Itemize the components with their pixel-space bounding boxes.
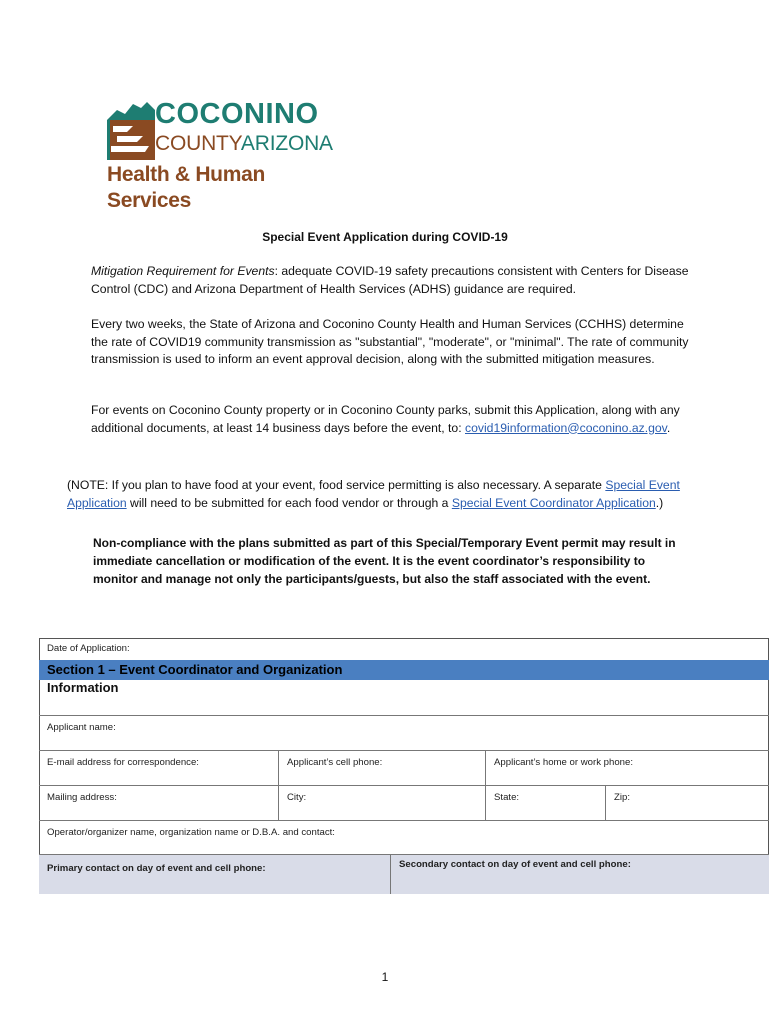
applicant-name-field[interactable]: Applicant name: bbox=[47, 722, 116, 733]
section-1-header: Section 1 – Event Coordinator and Organization bbox=[39, 660, 769, 680]
submission-end: . bbox=[666, 420, 671, 435]
mailing-address-field[interactable]: Mailing address: bbox=[47, 792, 117, 803]
submission-paragraph bbox=[91, 402, 691, 437]
document-title: Special Event Application during COVID-19 bbox=[262, 230, 508, 244]
zip-field[interactable]: Zip: bbox=[605, 786, 769, 820]
address-row bbox=[39, 785, 769, 820]
mitigation-paragraph bbox=[91, 263, 691, 298]
state-field[interactable]: State: bbox=[485, 786, 605, 820]
submission-text: For events on Coconino County property or in Coconino County parks, submit this Application, along with any additional documents, at least 14 business days before the event, to: bbox=[91, 403, 680, 435]
operator-row bbox=[39, 820, 769, 854]
cell-phone-field[interactable]: Applicant’s cell phone: bbox=[278, 751, 485, 785]
non-compliance-warning: Non-compliance with the plans submitted as part of this Special/Temporary Event permit may result in immediate cancellation or modification of the event. It is the event coordinator’s responsibility to monitor and manage not only the participants/guests, but also the staff associated with the event. bbox=[93, 536, 676, 586]
food-note bbox=[67, 477, 737, 512]
special-event-application-link[interactable]: Special Event Application bbox=[67, 478, 680, 510]
coconino-logo bbox=[107, 98, 347, 212]
special-event-coordinator-link[interactable]: Special Event Coordinator Application bbox=[451, 495, 656, 510]
secondary-contact-field[interactable]: Secondary contact on day of event and cell phone: bbox=[390, 855, 769, 894]
email-link[interactable]: covid19information@coconino.az.gov bbox=[465, 420, 667, 435]
logo-hhs-text: Health & Human Services bbox=[107, 163, 265, 212]
logo-arizona: ARIZONA bbox=[240, 132, 333, 155]
home-phone-field[interactable]: Applicant’s home or work phone: bbox=[485, 751, 769, 785]
note-part-2: will need to be submitted for each food vendor or through a bbox=[126, 495, 452, 510]
day-of-contact-row bbox=[39, 854, 769, 894]
email-field[interactable]: E-mail address for correspondence: bbox=[47, 757, 199, 768]
page-number: 1 bbox=[381, 970, 389, 984]
logo-county: COUNTY bbox=[155, 132, 241, 155]
mitigation-text: : adequate COVID-19 safety precautions consistent with Centers for Disease Control (CDC) and Arizona Department of Health Services (ADHS) guidance are required. bbox=[91, 264, 689, 296]
date-of-application-field[interactable]: Date of Application: bbox=[47, 643, 130, 654]
mountain-logo-icon bbox=[107, 98, 155, 160]
contact-row bbox=[39, 750, 769, 785]
date-row bbox=[39, 638, 769, 660]
applicant-name-row bbox=[39, 715, 769, 750]
operator-field[interactable]: Operator/organizer name, organization name or D.B.A. and contact: bbox=[47, 827, 335, 838]
logo-county-arizona-text bbox=[155, 132, 333, 156]
mitigation-lead: Mitigation Requirement for Events bbox=[91, 264, 275, 278]
section-1-header-cont: Information bbox=[47, 680, 119, 695]
city-field[interactable]: City: bbox=[278, 786, 485, 820]
note-part-3: .) bbox=[655, 495, 664, 510]
logo-coconino-text: COCONINO bbox=[155, 98, 319, 130]
note-part-1: (NOTE: If you plan to have food at your event, food service permitting is also necessary. A separate bbox=[67, 478, 606, 492]
transmission-paragraph: Every two weeks, the State of Arizona and Coconino County Health and Human Services (CCHHS) determine the rate of COVID19 community transmission as "substantial", "moderate", or "minimal". The rate of community transmission is used to inform an event approval decision, along with the submitted mitigation measures. bbox=[91, 317, 689, 366]
primary-contact-field[interactable]: Primary contact on day of event and cell phone: bbox=[39, 855, 390, 894]
